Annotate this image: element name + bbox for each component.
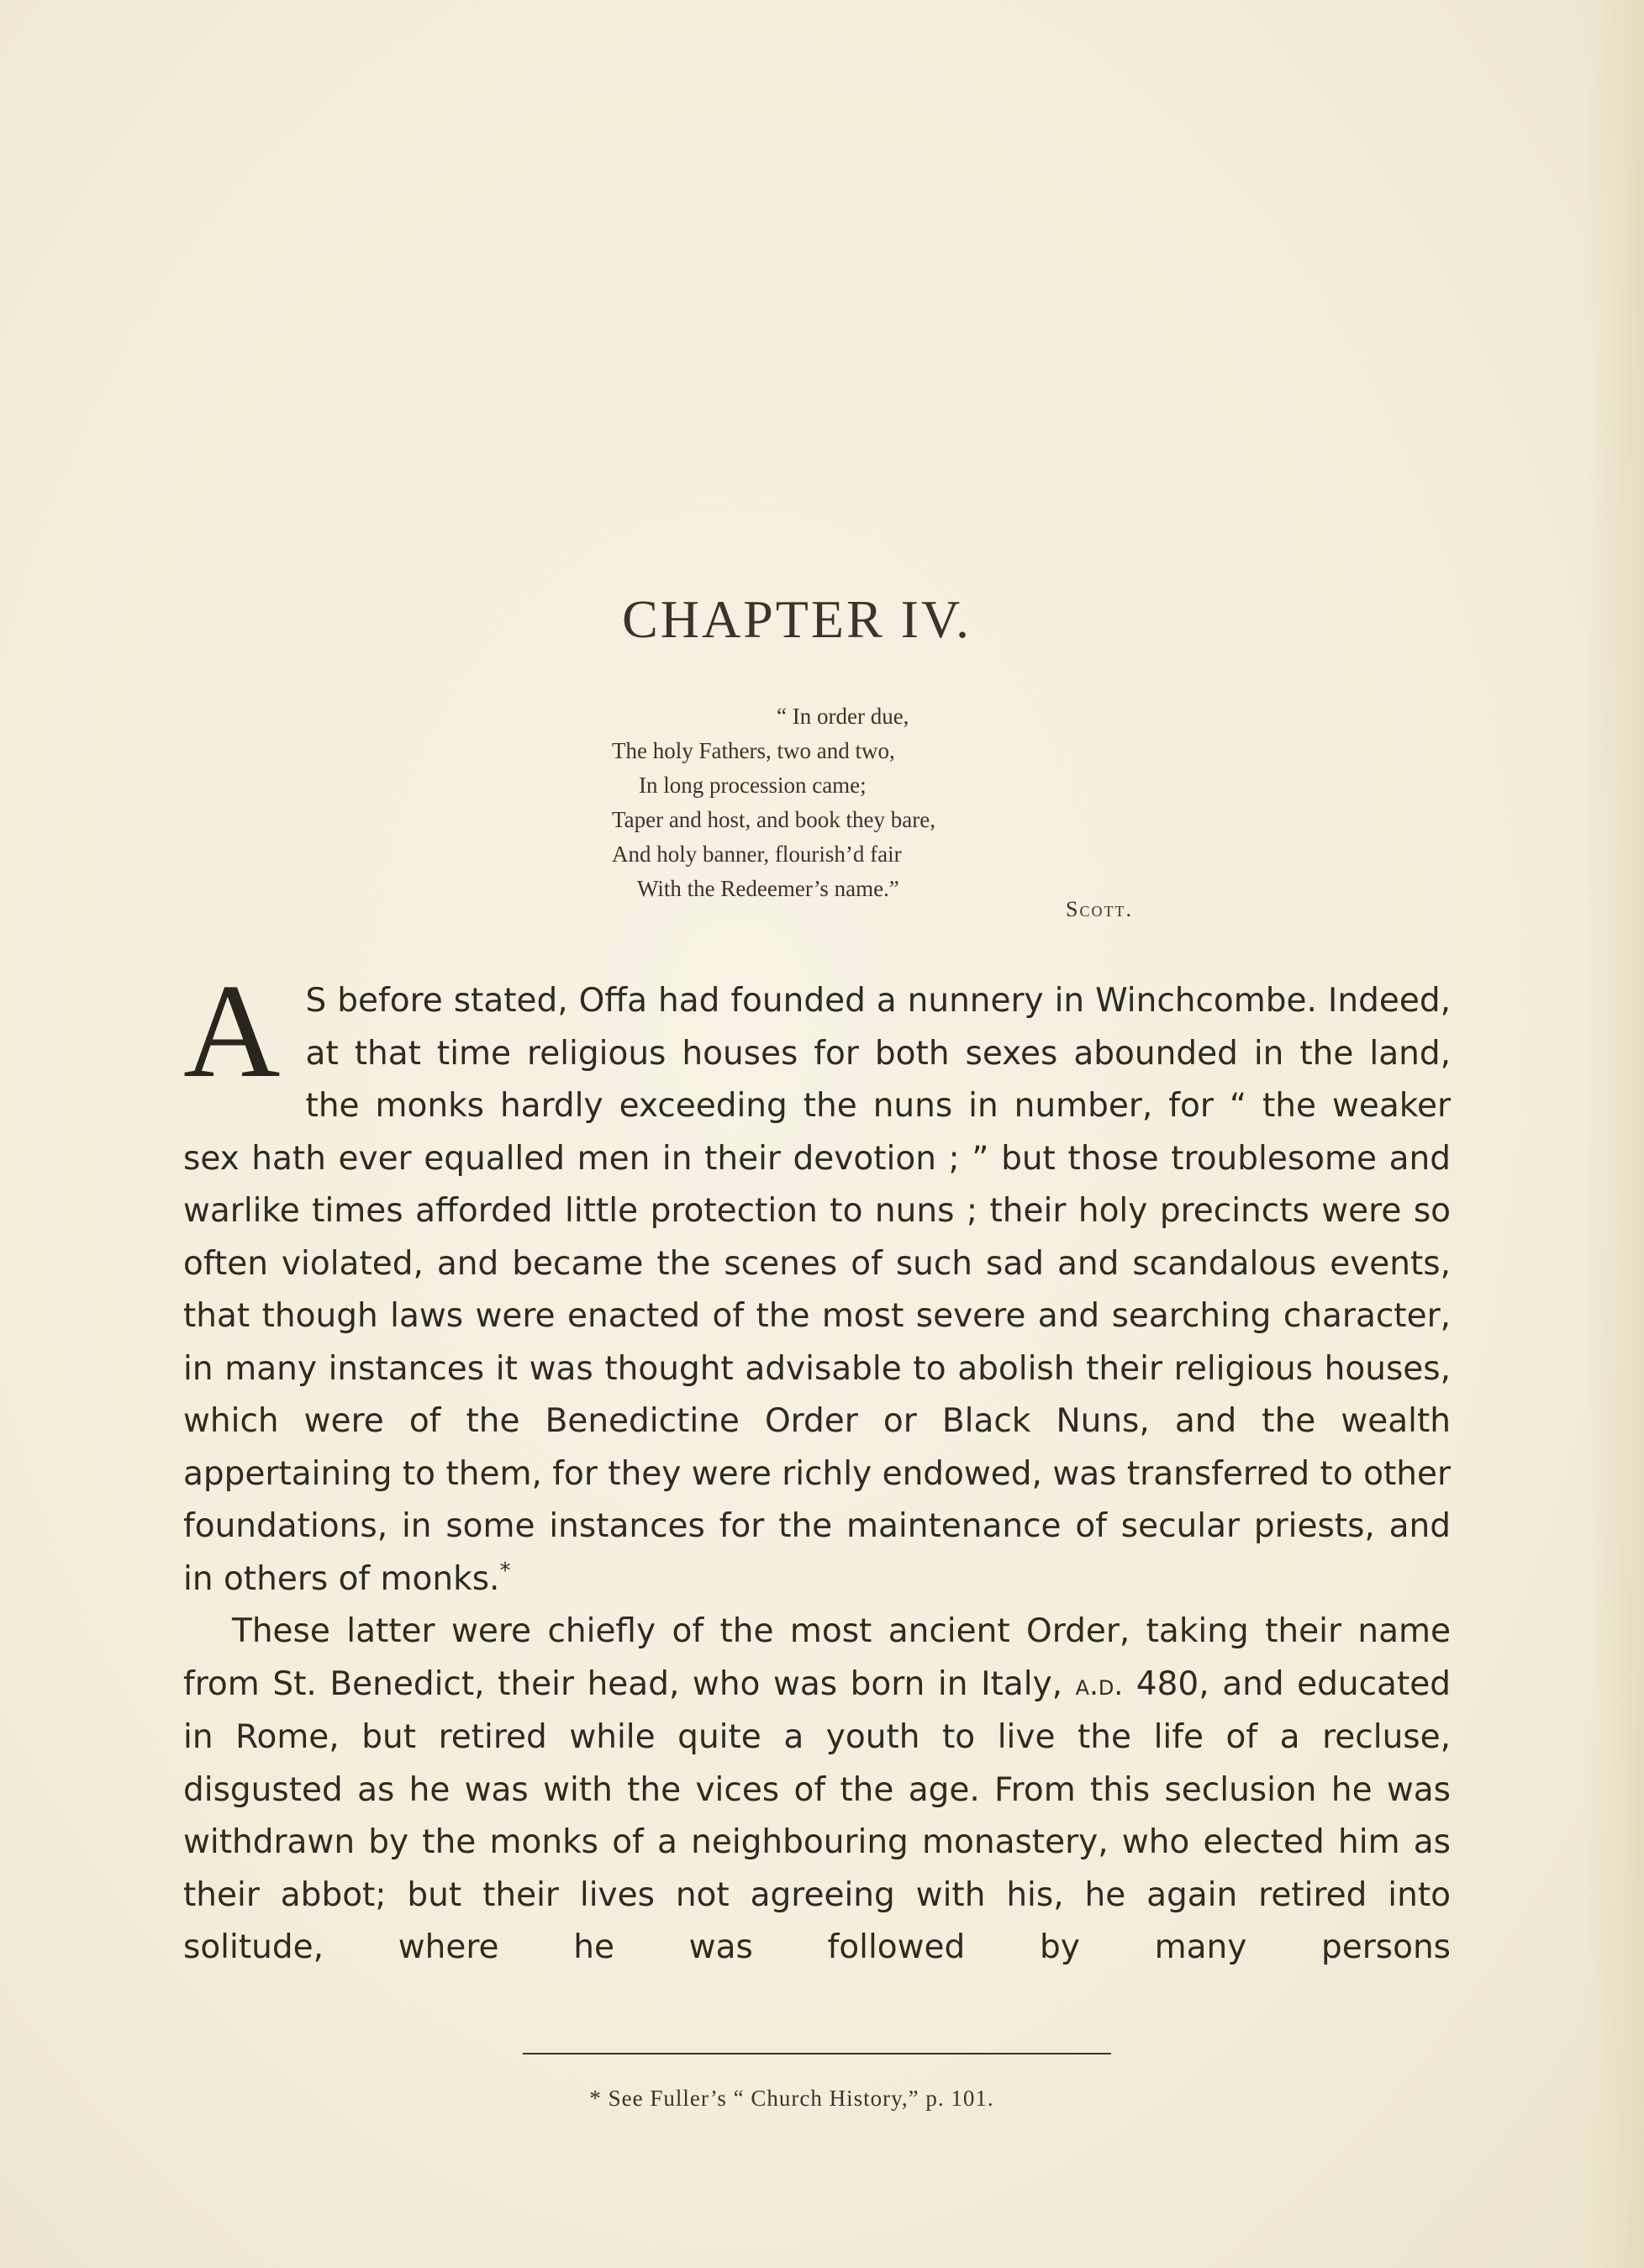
epigraph-line: The holy Fathers, two and two, bbox=[612, 738, 895, 763]
footnote bbox=[0, 2086, 1644, 2112]
page-edge-shadow bbox=[1585, 0, 1644, 2268]
paragraph-1 bbox=[183, 956, 1451, 1606]
drop-cap: A bbox=[183, 956, 281, 1105]
epigraph bbox=[612, 699, 1150, 906]
epigraph-attribution: Scott. bbox=[1066, 897, 1133, 921]
footnote-text: * See Fuller’s “ Church History,” p. 101. bbox=[589, 2086, 994, 2111]
paragraph-2 bbox=[183, 1606, 1451, 1975]
epigraph-line: Taper and host, and book they bare, bbox=[612, 807, 935, 832]
paragraph-2-text-part2: 480, and educated in Rome, but retired while quite a youth to live the life of a recluse, disgusted as he was with the vices of the age. From this seclusion he was withdrawn by the monks of a neighbouring monastery, who elected him as their abbot; but their lives not agreeing with his, he again retired into solitude, where he was followed by many persons bbox=[183, 1664, 1451, 1966]
chapter-title: CHAPTER IV. bbox=[622, 589, 972, 649]
footnote-divider bbox=[523, 2053, 1111, 2054]
epigraph-line: “ In order due, bbox=[777, 704, 909, 729]
epigraph-line: And holy banner, flourish’d fair bbox=[612, 841, 902, 867]
epigraph-line: With the Redeemer’s name.” bbox=[637, 876, 899, 901]
chapter-heading bbox=[0, 588, 1644, 651]
epigraph-line: In long procession came; bbox=[639, 773, 867, 798]
era-abbreviation: a.d. bbox=[1075, 1668, 1124, 1702]
paragraph-2-text-part1: These latter were chiefly of the most ancient Order, taking their name from St. Benedict, their head, who was born in Italy, bbox=[183, 1612, 1451, 1703]
footnote-marker: * bbox=[499, 1558, 511, 1584]
chapter-body bbox=[183, 956, 1451, 1975]
paragraph-1-text: S before stated, Offa had founded a nunnery in Winchcombe. Indeed, at that time religious houses for both sexes abounded in the land, the monks hardly exceeding the nuns in number, for “ the weaker sex hath ever equalled men in their devotion ; ” but those troublesome and warlike times afforded little protection to nuns ; their holy precincts were so often violated, and became the scenes of such sad and scandalous events, that though laws were enacted of the most severe and searching character, in many instances it was thought advisable to abolish their religious houses, which were of the Benedictine Order or Black Nuns, and the wealth appertaining to them, for they were richly endowed, was transferred to other foundations, in some instances for the maintenance of secular priests, and in others of monks. bbox=[183, 982, 1451, 1598]
